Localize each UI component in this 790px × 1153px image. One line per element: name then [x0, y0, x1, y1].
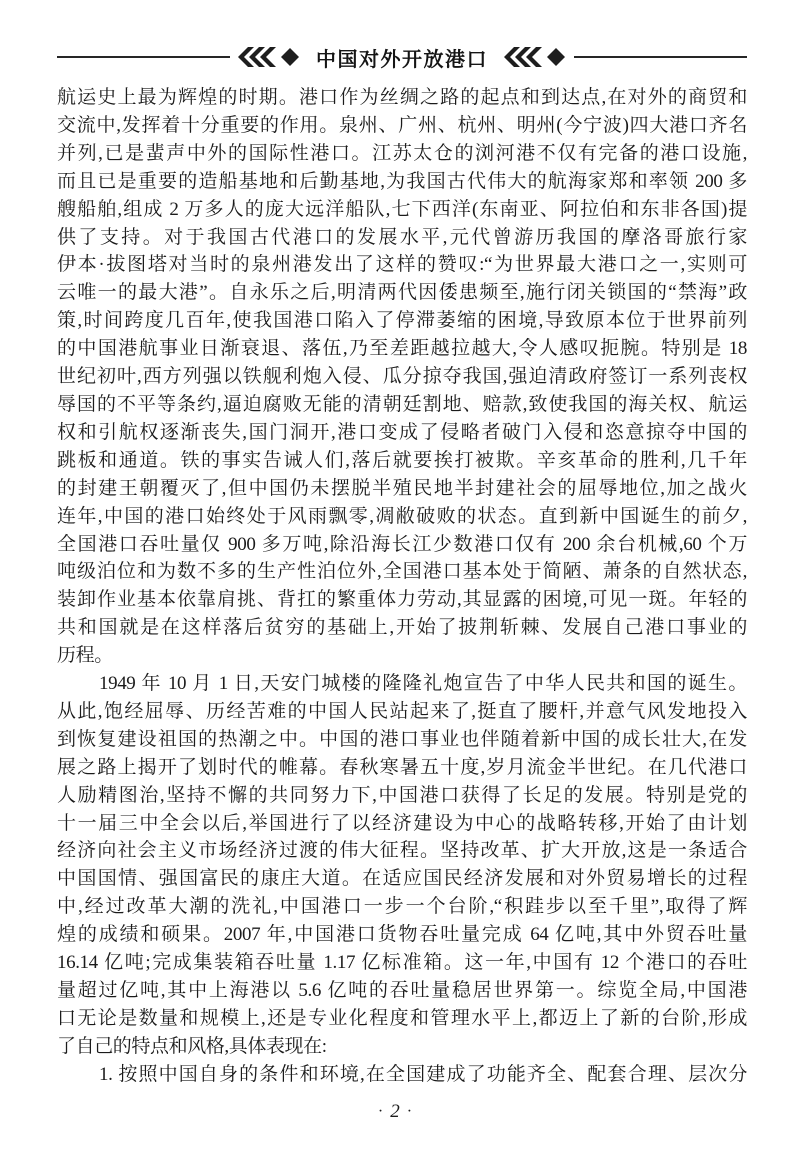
text-line: 16.14 亿吨;完成集装箱吞吐量 1.17 亿标准箱。这一年,中国有 12 个港口的吞吐	[57, 952, 747, 974]
text-line: 吨级泊位和为数不多的生产性泊位外,全国港口基本处于简陋、萧条的自然状态,	[57, 561, 747, 583]
ornament-left	[238, 47, 300, 67]
page-number-dot-right: ·	[406, 1103, 413, 1120]
text-line: 连年,中国的港口始终处于风雨飘零,凋敝破败的状态。直到新中国诞生的前夕,	[57, 505, 747, 527]
header-rule-right	[574, 56, 747, 58]
text-line: 1. 按照中国自身的条件和环境,在全国建成了功能齐全、配套合理、层次分	[99, 1063, 747, 1085]
text-line: 艘船舶,组成 2 万多人的庞大远洋船队,七下西洋(东南亚、阿拉伯和东非各国)提	[57, 198, 747, 220]
text-line: 经济向社会主义市场经济过渡的伟大征程。坚持改革、扩大开放,这是一条适合	[57, 840, 747, 862]
text-line: 十一届三中全会以后,举国进行了以经济建设为中心的战略转移,开始了由计划	[57, 812, 747, 834]
text-line: 煌的成绩和硕果。2007 年,中国港口货物吞吐量完成 64 亿吨,其中外贸吞吐量	[57, 924, 747, 946]
text-line: 到恢复建设祖国的热潮之中。中国的港口事业也伴随着新中国的成长壮大,在发	[57, 728, 747, 750]
text-line: 而且已是重要的造船基地和后勤基地,为我国古代伟大的航海家郑和率领 200 多	[57, 170, 747, 192]
text-line: 装卸作业基本依靠肩挑、背扛的繁重体力劳动,其显露的困境,可见一斑。年轻的	[57, 589, 747, 611]
text-body	[57, 84, 747, 1089]
text-line: 并列,已是蜚声中外的国际性港口。江苏太仓的浏河港不仅有完备的港口设施,	[57, 142, 747, 164]
text-line: 供了支持。对于我国古代港口的发展水平,元代曾游历我国的摩洛哥旅行家	[57, 226, 747, 248]
page-title: 中国对外开放港口	[316, 48, 488, 71]
triple-chevron-diamond-icon	[504, 47, 566, 67]
ornament-right	[504, 47, 566, 67]
page-number: 2	[390, 1101, 400, 1122]
text-line: 量超过亿吨,其中上海港以 5.6 亿吨的吞吐量稳居世界第一。综览全局,中国港	[57, 980, 747, 1001]
text-line: 历程。	[57, 645, 113, 667]
text-line: 的中国港航事业日渐衰退、落伍,乃至差距越拉越大,令人感叹扼腕。特别是 18	[57, 338, 747, 360]
text-line: 了自己的特点和风格,具体表现在:	[57, 1035, 327, 1057]
text-line: 交流中,发挥着十分重要的作用。泉州、广州、杭州、明州(今宁波)四大港口齐名	[57, 114, 747, 136]
text-line: 中,经过改革大潮的洗礼,中国港口一步一个台阶,“积跬步以至千里”,取得了辉	[57, 896, 747, 918]
text-line: 策,时间跨度几百年,使我国港口陷入了停滞萎缩的困境,导致原本位于世界前列	[57, 310, 747, 332]
text-line: 全国港口吞吐量仅 900 多万吨,除沿海长江少数港口仅有 200 余台机械,60 个万	[57, 533, 747, 555]
text-line: 辱国的不平等条约,逼迫腐败无能的清朝廷割地、赔款,致使我国的海关权、航运	[57, 393, 747, 415]
text-line: 跳板和通道。铁的事实告诫人们,落后就要挨打被欺。辛亥革命的胜利,几千年	[57, 449, 747, 471]
text-line: 共和国就是在这样落后贫穷的基础上,开始了披荆斩棘、发展自己港口事业的	[57, 617, 747, 639]
text-line: 权和引航权逐渐丧失,国门洞开,港口变成了侵略者破门入侵和恣意掠夺中国的	[57, 421, 747, 443]
page-header	[57, 42, 747, 72]
text-line: 1949 年 10 月 1 日,天安门城楼的隆隆礼炮宣告了中华人民共和国的诞生。	[99, 673, 747, 695]
text-line: 云唯一的最大港”。自永乐之后,明清两代因倭患频至,施行闭关锁国的“禁海”政	[57, 282, 747, 304]
text-line: 展之路上揭开了划时代的帷幕。春秋寒暑五十度,岁月流金半世纪。在几代港口	[57, 756, 747, 778]
text-line: 航运史上最为辉煌的时期。港口作为丝绸之路的起点和到达点,在对外的商贸和	[57, 87, 747, 108]
text-line: 从此,饱经屈辱、历经苦难的中国人民站起来了,挺直了腰杆,并意气风发地投入	[57, 700, 747, 722]
text-line: 人励精图治,坚持不懈的共同努力下,中国港口获得了长足的发展。特别是党的	[57, 784, 747, 806]
text-line: 口无论是数量和规模上,还是专业化程度和管理水平上,都迈上了新的台阶,形成	[57, 1007, 747, 1029]
page-footer	[0, 1098, 790, 1126]
text-line: 伊本·拔图塔对当时的泉州港发出了这样的赞叹:“为世界最大港口之一,实则可	[57, 254, 747, 276]
header-rule-left	[57, 56, 230, 58]
page-number-dot-left: ·	[377, 1103, 384, 1120]
text-line: 的封建王朝覆灭了,但中国仍未摆脱半殖民地半封建社会的屈辱地位,加之战火	[57, 477, 747, 499]
triple-chevron-diamond-icon	[238, 47, 300, 67]
text-line: 世纪初叶,西方列强以铁舰利炮入侵、瓜分掠夺我国,强迫清政府签订一系列丧权	[57, 366, 747, 388]
text-line: 中国国情、强国富民的康庄大道。在适应国民经济发展和对外贸易增长的过程	[57, 868, 747, 890]
